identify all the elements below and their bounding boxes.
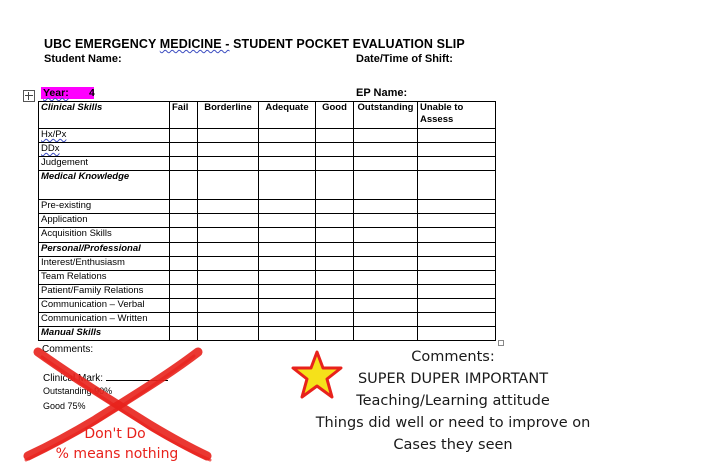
rating-cell[interactable] — [418, 200, 496, 214]
rating-cell[interactable] — [354, 157, 418, 171]
column-header: Fail — [170, 102, 198, 129]
rating-cell[interactable] — [354, 129, 418, 143]
rating-cell[interactable] — [354, 242, 418, 256]
note-comments-heading: Comments: — [411, 349, 495, 365]
rating-cell[interactable] — [259, 270, 316, 284]
row-label: Team Relations — [39, 270, 170, 284]
rating-cell[interactable] — [316, 157, 354, 171]
rating-cell[interactable] — [259, 313, 316, 327]
rating-cell[interactable] — [259, 298, 316, 312]
rating-cell[interactable] — [259, 327, 316, 341]
note-cases: Cases they seen — [393, 437, 513, 453]
red-cross-out-icon — [0, 0, 230, 470]
rating-cell[interactable] — [354, 270, 418, 284]
rating-cell[interactable] — [354, 284, 418, 298]
row-label: Acquisition Skills — [39, 228, 170, 242]
rating-cell[interactable] — [418, 157, 496, 171]
column-header: Borderline — [198, 102, 259, 129]
rating-cell[interactable] — [418, 129, 496, 143]
rating-cell[interactable] — [354, 171, 418, 200]
rating-cell[interactable] — [316, 298, 354, 312]
ep-name-label: EP Name: — [356, 87, 408, 99]
rating-cell[interactable] — [354, 214, 418, 228]
column-header: Outstanding — [354, 102, 418, 129]
row-label: Medical Knowledge — [39, 171, 170, 200]
row-label: Communication – Verbal — [39, 298, 170, 312]
column-header: Good — [316, 102, 354, 129]
rating-cell[interactable] — [259, 214, 316, 228]
rating-cell[interactable] — [259, 256, 316, 270]
rating-cell[interactable] — [316, 171, 354, 200]
percent-means-nothing-annotation: % means nothing — [55, 446, 179, 462]
rating-cell[interactable] — [316, 327, 354, 341]
rating-cell[interactable] — [316, 214, 354, 228]
rating-cell[interactable] — [259, 228, 316, 242]
dont-do-annotation: Don't Do — [84, 426, 146, 442]
rating-cell[interactable] — [418, 270, 496, 284]
outstanding-label: Outstanding — [43, 386, 92, 396]
rating-cell[interactable] — [259, 171, 316, 200]
rating-cell[interactable] — [316, 129, 354, 143]
rating-cell[interactable] — [259, 157, 316, 171]
year-label: Year: — [43, 87, 69, 99]
rating-cell[interactable] — [418, 143, 496, 157]
rating-cell[interactable] — [259, 143, 316, 157]
rating-cell[interactable] — [418, 214, 496, 228]
note-super-important: SUPER DUPER IMPORTANT — [357, 371, 549, 387]
rating-cell[interactable] — [354, 298, 418, 312]
rating-cell[interactable] — [354, 200, 418, 214]
rating-cell[interactable] — [354, 143, 418, 157]
rating-cell[interactable] — [316, 228, 354, 242]
column-header: Adequate — [259, 102, 316, 129]
rating-cell[interactable] — [418, 242, 496, 256]
rating-cell[interactable] — [259, 242, 316, 256]
note-attitude: Teaching/Learning attitude — [356, 393, 550, 409]
title-prefix: UBC EMERGENCY — [44, 37, 160, 51]
rating-cell[interactable] — [259, 200, 316, 214]
row-label: Manual Skills — [39, 327, 170, 341]
column-header: Clinical Skills — [39, 102, 170, 129]
student-name-label: Student Name: — [44, 53, 122, 65]
row-label: Pre-existing — [39, 200, 170, 214]
clinical-mark-label: Clinical Mark: — [43, 373, 104, 384]
outstanding-value: 90% — [94, 386, 113, 396]
note-improve: Things did well or need to improve on — [315, 415, 591, 431]
title-suffix: STUDENT POCKET EVALUATION SLIP — [229, 37, 465, 51]
shift-label: Date/Time of Shift: — [356, 53, 453, 65]
rating-cell[interactable] — [418, 256, 496, 270]
rating-cell[interactable] — [316, 143, 354, 157]
comments-label: Comments: — [42, 344, 94, 355]
row-label: Judgement — [39, 157, 170, 171]
rating-cell[interactable] — [316, 242, 354, 256]
rating-cell[interactable] — [259, 129, 316, 143]
rating-cell[interactable] — [354, 327, 418, 341]
row-label: Patient/Family Relations — [39, 284, 170, 298]
good-percent: Good 75% — [43, 401, 86, 411]
rating-cell[interactable] — [418, 298, 496, 312]
rating-cell[interactable] — [418, 228, 496, 242]
title-mid: MEDICINE - — [159, 37, 230, 51]
rating-cell[interactable] — [316, 200, 354, 214]
rating-cell[interactable] — [316, 256, 354, 270]
row-label: DDx — [39, 143, 170, 157]
row-label: Application — [39, 214, 170, 228]
rating-cell[interactable] — [316, 284, 354, 298]
row-label: Communication – Written — [39, 313, 170, 327]
rating-cell[interactable] — [418, 171, 496, 200]
column-header: Unable to Assess — [418, 102, 496, 129]
rating-cell[interactable] — [418, 327, 496, 341]
rating-cell[interactable] — [259, 284, 316, 298]
rating-cell[interactable] — [418, 284, 496, 298]
rating-cell[interactable] — [316, 313, 354, 327]
rating-cell[interactable] — [354, 256, 418, 270]
rating-cell[interactable] — [316, 270, 354, 284]
row-label: Hx/Px — [39, 129, 170, 143]
rating-cell[interactable] — [354, 228, 418, 242]
year-value: 4 — [89, 87, 95, 99]
rating-cell[interactable] — [418, 313, 496, 327]
row-label: Personal/Professional — [39, 242, 170, 256]
row-label: Interest/Enthusiasm — [39, 256, 170, 270]
rating-cell[interactable] — [354, 313, 418, 327]
